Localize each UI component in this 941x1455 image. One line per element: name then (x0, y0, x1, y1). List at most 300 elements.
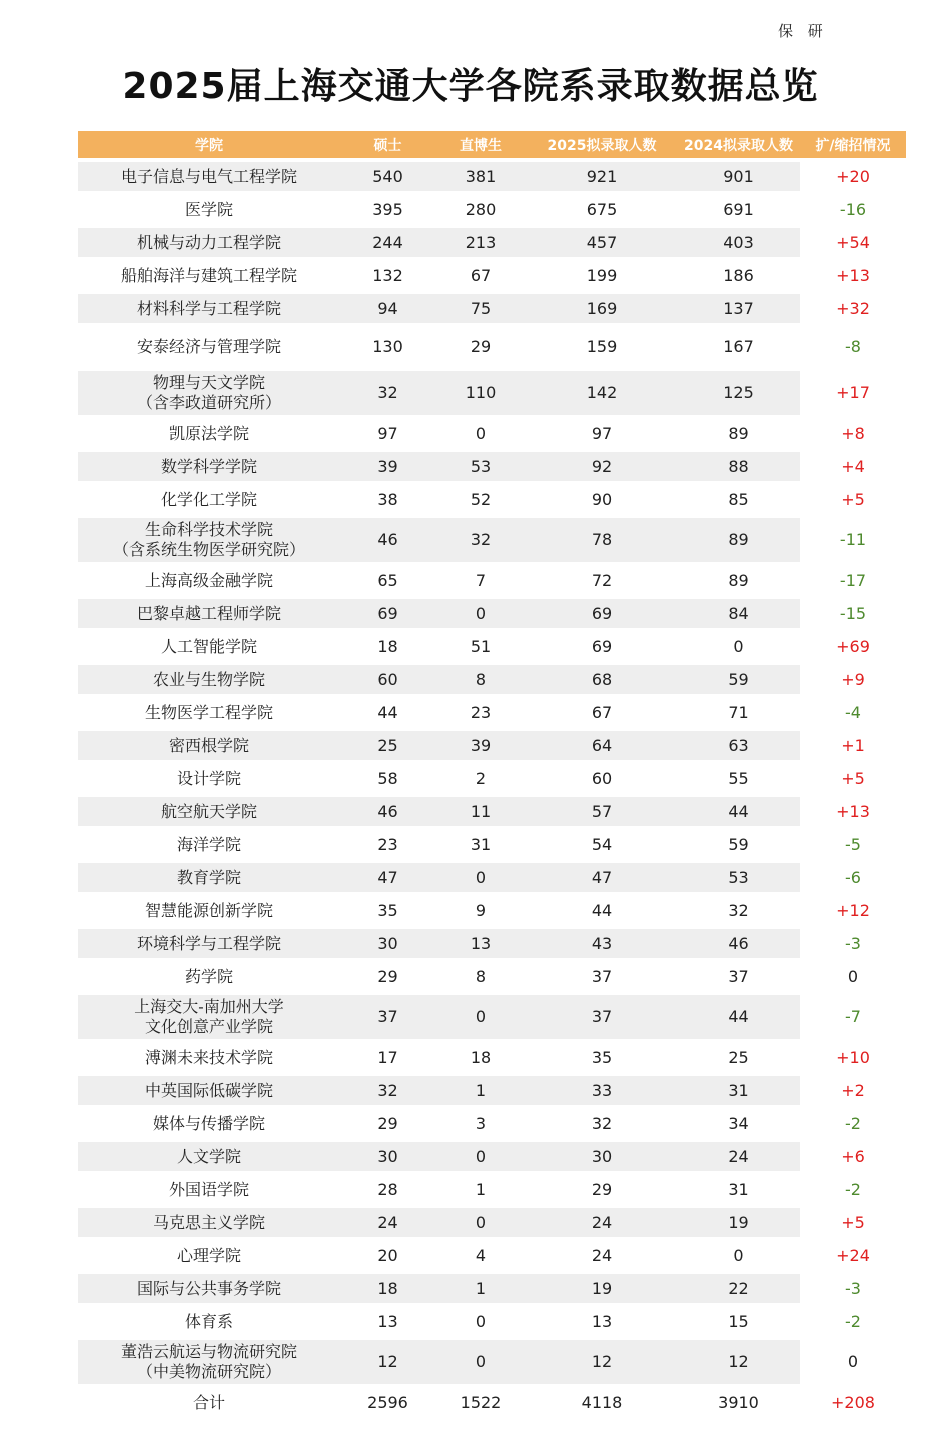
table-row (78, 1109, 906, 1138)
college-name-cell (78, 731, 340, 760)
direct-phd-cell: 32 (435, 518, 527, 562)
admitted-2025-cell: 67 (591, 702, 613, 722)
admitted-2025-cell: 92 (527, 452, 677, 481)
change-cell: -6 (800, 863, 906, 892)
admitted-2025-cell: 44 (591, 900, 613, 920)
master-cell: 29 (377, 1113, 398, 1133)
college-name: 人工智能学院 (160, 636, 257, 656)
college-name-cell (78, 929, 340, 958)
admitted-2024-cell: 403 (677, 228, 800, 257)
admitted-2024-cell: 71 (728, 702, 749, 722)
admitted-2024-cell: 59 (677, 665, 800, 694)
header-college: 学院 (78, 131, 340, 158)
table-row (78, 261, 906, 290)
admitted-2025-cell: 12 (527, 1340, 677, 1384)
master-cell: 46 (340, 797, 435, 826)
admitted-2025-cell: 13 (591, 1311, 613, 1331)
college-name: 溥渊未来技术学院 (144, 1047, 273, 1067)
table-row (78, 962, 906, 991)
table-row (78, 665, 906, 694)
college-name-cell (78, 1241, 340, 1270)
college-name: 生物医学工程学院 (144, 702, 273, 722)
master-cell: 47 (340, 863, 435, 892)
admitted-2025-cell: 921 (527, 162, 677, 191)
admitted-2025-cell: 29 (591, 1179, 613, 1199)
master-cell: 20 (377, 1245, 398, 1265)
table-row (78, 1043, 906, 1072)
college-name-cell (78, 485, 340, 514)
college-name: 上海交大-南加州大学 (134, 997, 284, 1016)
admitted-2025-cell: 43 (527, 929, 677, 958)
change-cell: +13 (800, 261, 906, 290)
change-cell: -3 (800, 929, 906, 958)
college-name: 材料科学与工程学院 (136, 298, 281, 318)
table-row (78, 327, 906, 367)
college-name-cell (78, 665, 340, 694)
table-row (78, 995, 906, 1039)
table-row (78, 632, 906, 661)
change-cell: +9 (800, 665, 906, 694)
admitted-2024-cell: 55 (728, 768, 749, 788)
master-cell: 23 (377, 834, 398, 854)
college-name: 船舶海洋与建筑工程学院 (120, 265, 297, 285)
college-name: 机械与动力工程学院 (136, 232, 281, 252)
admitted-2024-cell: 901 (677, 162, 800, 191)
admitted-2024-cell: 31 (677, 1076, 800, 1105)
college-name-cell (78, 566, 340, 595)
table-row (78, 485, 906, 514)
admitted-2024-cell: 44 (677, 995, 800, 1039)
direct-phd-cell: 110 (435, 371, 527, 415)
master-cell: 132 (372, 265, 403, 285)
college-name: 马克思主义学院 (152, 1212, 265, 1232)
table-row (78, 698, 906, 727)
direct-phd-cell: 0 (475, 1311, 487, 1331)
header-direct-phd: 直博生 (435, 131, 527, 158)
master-cell: 97 (377, 423, 398, 443)
college-name: 人文学院 (176, 1146, 241, 1166)
college-name-cell (78, 896, 340, 925)
admitted-2024-cell: 53 (677, 863, 800, 892)
header-master: 硕士 (340, 131, 435, 158)
college-name-cell (78, 1142, 340, 1171)
college-name: 密西根学院 (168, 735, 249, 755)
change-cell: +32 (800, 294, 906, 323)
college-name-cell (78, 327, 340, 367)
college-name: 安泰经济与管理学院 (136, 337, 281, 356)
college-name: 国际与公共事务学院 (136, 1278, 281, 1298)
table-row (78, 731, 906, 760)
master-cell: 35 (377, 900, 398, 920)
change-cell: +12 (800, 896, 906, 925)
direct-phd-cell: 13 (435, 929, 527, 958)
admitted-2025-cell: 30 (527, 1142, 677, 1171)
direct-phd-cell: 39 (435, 731, 527, 760)
college-name-cell (78, 1043, 340, 1072)
admitted-2024-cell: 167 (723, 337, 754, 356)
college-name-cell (78, 599, 340, 628)
admitted-2024-cell: 22 (677, 1274, 800, 1303)
college-name-cell (78, 995, 340, 1039)
change-cell: +5 (800, 485, 906, 514)
admitted-2024-cell: 44 (677, 797, 800, 826)
college-name: 生命科学技术学院 (144, 520, 273, 539)
master-cell: 30 (340, 929, 435, 958)
table-row (78, 1274, 906, 1303)
college-name-cell (78, 962, 340, 991)
direct-phd-cell: 0 (435, 863, 527, 892)
college-name-cell (78, 261, 340, 290)
change-cell: -2 (800, 1175, 906, 1204)
master-cell: 18 (377, 636, 398, 656)
college-name-cell (78, 228, 340, 257)
change-cell: +13 (800, 797, 906, 826)
table-row (78, 863, 906, 892)
table-row (78, 896, 906, 925)
change-cell: +20 (800, 162, 906, 191)
direct-phd-cell: 1 (435, 1274, 527, 1303)
table-row (78, 1175, 906, 1204)
direct-phd-cell: 2 (475, 768, 487, 788)
admitted-2025-cell: 32 (591, 1113, 613, 1133)
master-cell: 32 (340, 1076, 435, 1105)
direct-phd-cell: 3 (475, 1113, 487, 1133)
master-cell: 32 (340, 371, 435, 415)
admitted-2025-cell: 24 (527, 1208, 677, 1237)
table-row (78, 1340, 906, 1384)
table-row (78, 162, 906, 191)
total-phd-cell: 1522 (435, 1388, 527, 1418)
admitted-2025-cell: 37 (527, 995, 677, 1039)
total-master-cell: 2596 (340, 1388, 435, 1418)
direct-phd-cell: 31 (470, 834, 492, 854)
admitted-2025-cell: 142 (527, 371, 677, 415)
total-row (78, 1388, 906, 1418)
change-cell: +24 (800, 1241, 906, 1270)
change-cell: +10 (800, 1043, 906, 1072)
admitted-2024-cell: 25 (728, 1047, 749, 1067)
direct-phd-cell: 0 (475, 423, 487, 443)
change-cell: +5 (800, 764, 906, 793)
master-cell: 13 (377, 1311, 398, 1331)
change-cell: -16 (800, 195, 906, 224)
direct-phd-cell: 67 (470, 265, 492, 285)
change-cell: +54 (800, 228, 906, 257)
master-cell: 18 (340, 1274, 435, 1303)
change-cell: +6 (800, 1142, 906, 1171)
admitted-2025-cell: 78 (527, 518, 677, 562)
college-name-cell (78, 1208, 340, 1237)
change-cell: +5 (800, 1208, 906, 1237)
college-name-cell (78, 1307, 340, 1336)
master-cell: 244 (340, 228, 435, 257)
total-name-cell: 合计 (78, 1388, 340, 1418)
college-name-cell (78, 452, 340, 481)
college-name-cell (78, 797, 340, 826)
direct-phd-cell: 51 (470, 636, 492, 656)
master-cell: 28 (377, 1179, 398, 1199)
admitted-2024-cell: 89 (677, 518, 800, 562)
direct-phd-cell: 7 (475, 570, 487, 590)
master-cell: 69 (340, 599, 435, 628)
admitted-2025-cell: 199 (586, 265, 618, 285)
college-name-cell (78, 698, 340, 727)
college-name-note: 文化创意产业学院 (144, 1017, 273, 1036)
admitted-2024-cell: 12 (677, 1340, 800, 1384)
college-name: 环境科学与工程学院 (136, 933, 281, 953)
college-name: 数学科学学院 (160, 456, 257, 476)
master-cell: 29 (377, 966, 398, 986)
direct-phd-cell: 75 (435, 294, 527, 323)
master-cell: 540 (340, 162, 435, 191)
admitted-2024-cell: 186 (723, 265, 754, 285)
college-name: 上海高级金融学院 (144, 570, 273, 590)
direct-phd-cell: 0 (435, 1208, 527, 1237)
admitted-2025-cell: 169 (527, 294, 677, 323)
table-row (78, 371, 906, 415)
college-name: 航空航天学院 (160, 801, 257, 821)
direct-phd-cell: 1 (475, 1179, 487, 1199)
admitted-2024-cell: 37 (728, 966, 749, 986)
table-row (78, 764, 906, 793)
college-name: 巴黎卓越工程师学院 (136, 603, 281, 623)
corner-tag: 保 研 (778, 22, 828, 40)
table-row (78, 830, 906, 859)
college-name: 电子信息与电气工程学院 (120, 166, 297, 186)
total-change-cell: +208 (800, 1388, 906, 1418)
direct-phd-cell: 4 (475, 1245, 487, 1265)
table-row (78, 566, 906, 595)
college-name-cell (78, 371, 340, 415)
table-row (78, 452, 906, 481)
master-cell: 44 (377, 702, 398, 722)
change-cell: +69 (800, 632, 906, 661)
change-cell: -3 (800, 1274, 906, 1303)
admitted-2025-cell: 97 (591, 423, 613, 443)
direct-phd-cell: 381 (435, 162, 527, 191)
master-cell: 17 (377, 1047, 398, 1067)
master-cell: 25 (340, 731, 435, 760)
college-name: 外国语学院 (168, 1179, 249, 1199)
college-name-cell (78, 419, 340, 448)
master-cell: 65 (377, 570, 398, 590)
direct-phd-cell: 11 (435, 797, 527, 826)
college-name: 物理与天文学院 (152, 373, 265, 392)
college-name: 董浩云航运与物流研究院 (120, 1342, 297, 1361)
direct-phd-cell: 9 (475, 900, 487, 920)
change-cell: -15 (800, 599, 906, 628)
total-y2025-cell: 4118 (527, 1388, 677, 1418)
change-cell: -5 (800, 830, 906, 859)
total-y2024-cell: 3910 (677, 1388, 800, 1418)
college-name-cell (78, 632, 340, 661)
admitted-2024-cell: 84 (677, 599, 800, 628)
table-row (78, 195, 906, 224)
change-cell: -8 (800, 327, 906, 367)
table-header-row (78, 131, 906, 158)
college-name: 媒体与传播学院 (152, 1113, 265, 1133)
college-name-note: （中美物流研究院） (136, 1362, 281, 1381)
admitted-2025-cell: 457 (527, 228, 677, 257)
college-name: 中英国际低碳学院 (144, 1080, 273, 1100)
change-cell: -2 (800, 1307, 906, 1336)
direct-phd-cell: 8 (435, 665, 527, 694)
table-row (78, 1076, 906, 1105)
college-name: 药学院 (184, 966, 233, 986)
table-row (78, 518, 906, 562)
direct-phd-cell: 213 (435, 228, 527, 257)
change-cell: -4 (800, 698, 906, 727)
admitted-2024-cell: 125 (677, 371, 800, 415)
admitted-2025-cell: 69 (591, 636, 613, 656)
direct-phd-cell: 18 (470, 1047, 492, 1067)
college-name: 心理学院 (176, 1245, 241, 1265)
master-cell: 130 (372, 337, 403, 356)
table-row (78, 1142, 906, 1171)
direct-phd-cell: 0 (435, 995, 527, 1039)
change-cell: -2 (800, 1109, 906, 1138)
admitted-2024-cell: 137 (677, 294, 800, 323)
college-name-cell (78, 518, 340, 562)
college-name-cell (78, 1175, 340, 1204)
college-name-cell (78, 1076, 340, 1105)
change-cell: 0 (800, 1340, 906, 1384)
admitted-2024-cell: 24 (677, 1142, 800, 1171)
college-name-cell (78, 1274, 340, 1303)
master-cell: 94 (340, 294, 435, 323)
direct-phd-cell: 52 (470, 489, 492, 509)
table-row (78, 419, 906, 448)
change-cell: +2 (800, 1076, 906, 1105)
college-name: 凯原法学院 (168, 423, 249, 443)
master-cell: 39 (340, 452, 435, 481)
admitted-2025-cell: 37 (591, 966, 613, 986)
college-name-cell (78, 1340, 340, 1384)
master-cell: 12 (340, 1340, 435, 1384)
direct-phd-cell: 8 (475, 966, 487, 986)
college-name-note: （含李政道研究所） (136, 393, 281, 412)
admitted-2025-cell: 675 (586, 199, 618, 219)
admitted-2025-cell: 54 (591, 834, 613, 854)
admitted-2025-cell: 24 (591, 1245, 613, 1265)
admitted-2024-cell: 89 (728, 423, 749, 443)
header-2025-admitted: 2025拟录取人数 (527, 131, 677, 158)
admitted-2024-cell: 19 (677, 1208, 800, 1237)
direct-phd-cell: 0 (435, 599, 527, 628)
change-cell: -11 (800, 518, 906, 562)
admitted-2024-cell: 59 (728, 834, 749, 854)
master-cell: 24 (340, 1208, 435, 1237)
admitted-2024-cell: 88 (677, 452, 800, 481)
master-cell: 30 (340, 1142, 435, 1171)
admitted-2024-cell: 89 (728, 570, 749, 590)
table-row (78, 294, 906, 323)
header-change: 扩/缩招情况 (800, 131, 906, 158)
admitted-2025-cell: 159 (586, 337, 618, 356)
table-row (78, 228, 906, 257)
table-row (78, 797, 906, 826)
admitted-2024-cell: 0 (733, 1245, 744, 1265)
college-name-cell (78, 764, 340, 793)
page-title: 2025届上海交通大学各院系录取数据总览 (122, 66, 819, 107)
table-row (78, 1208, 906, 1237)
college-name: 化学化工学院 (160, 489, 257, 509)
admitted-2025-cell: 33 (527, 1076, 677, 1105)
change-cell: +17 (800, 371, 906, 415)
admitted-2024-cell: 691 (723, 199, 754, 219)
college-name: 智慧能源创新学院 (144, 900, 273, 920)
admitted-2024-cell: 63 (677, 731, 800, 760)
admissions-table (78, 127, 906, 1422)
admitted-2024-cell: 31 (728, 1179, 749, 1199)
admitted-2025-cell: 64 (527, 731, 677, 760)
change-cell: 0 (800, 962, 906, 991)
table-row (78, 599, 906, 628)
college-name-cell (78, 863, 340, 892)
table-row (78, 1241, 906, 1270)
change-cell: +8 (800, 419, 906, 448)
direct-phd-cell: 0 (435, 1340, 527, 1384)
direct-phd-cell: 1 (435, 1076, 527, 1105)
college-name-cell (78, 195, 340, 224)
college-name: 体育系 (184, 1311, 233, 1331)
admitted-2025-cell: 57 (527, 797, 677, 826)
college-name: 农业与生物学院 (152, 669, 265, 689)
change-cell: -7 (800, 995, 906, 1039)
change-cell: -17 (800, 566, 906, 595)
master-cell: 38 (377, 489, 398, 509)
direct-phd-cell: 280 (465, 199, 497, 219)
admitted-2024-cell: 0 (733, 636, 744, 656)
admitted-2025-cell: 68 (527, 665, 677, 694)
change-cell: +1 (800, 731, 906, 760)
college-name-cell (78, 830, 340, 859)
admitted-2024-cell: 85 (728, 489, 749, 509)
admitted-2025-cell: 90 (591, 489, 613, 509)
college-name: 设计学院 (176, 768, 241, 788)
direct-phd-cell: 23 (470, 702, 492, 722)
direct-phd-cell: 29 (470, 337, 492, 356)
college-name-cell (78, 294, 340, 323)
admitted-2025-cell: 35 (591, 1047, 613, 1067)
admitted-2025-cell: 72 (591, 570, 613, 590)
table-body (78, 162, 906, 1418)
master-cell: 60 (340, 665, 435, 694)
college-name-cell (78, 1109, 340, 1138)
college-name-cell (78, 162, 340, 191)
admitted-2025-cell: 47 (527, 863, 677, 892)
direct-phd-cell: 0 (435, 1142, 527, 1171)
college-name: 海洋学院 (176, 834, 241, 854)
college-name-note: （含系统生物医学研究院） (112, 540, 305, 559)
college-name: 教育学院 (176, 867, 241, 887)
master-cell: 58 (377, 768, 398, 788)
admitted-2025-cell: 19 (527, 1274, 677, 1303)
admitted-2025-cell: 69 (527, 599, 677, 628)
change-cell: +4 (800, 452, 906, 481)
table-row (78, 929, 906, 958)
table-row (78, 1307, 906, 1336)
admitted-2025-cell: 60 (591, 768, 613, 788)
master-cell: 46 (340, 518, 435, 562)
header-2024-admitted: 2024拟录取人数 (677, 131, 800, 158)
direct-phd-cell: 53 (435, 452, 527, 481)
college-name: 医学院 (184, 199, 233, 219)
admitted-2024-cell: 34 (728, 1113, 749, 1133)
admitted-2024-cell: 15 (728, 1311, 749, 1331)
admitted-2024-cell: 46 (677, 929, 800, 958)
master-cell: 37 (340, 995, 435, 1039)
